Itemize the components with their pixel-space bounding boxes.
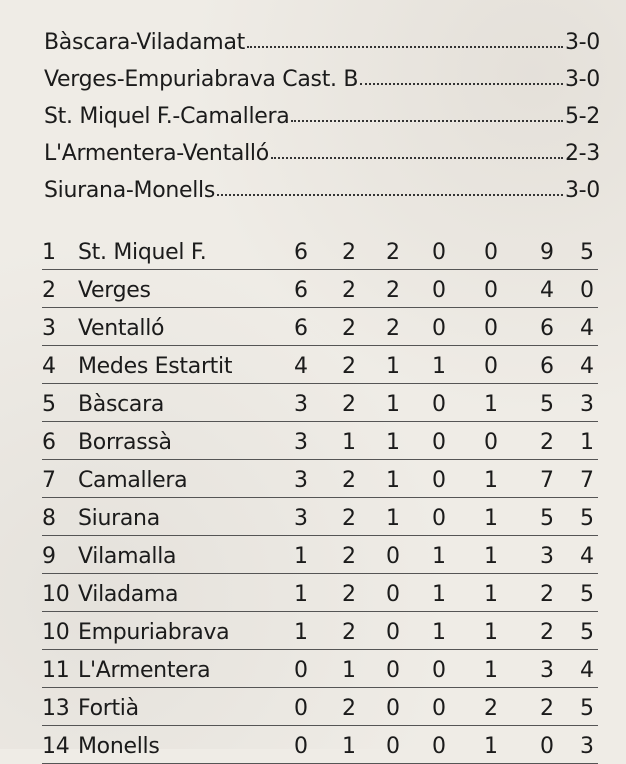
stat-cell: 2 <box>342 278 356 303</box>
stat-cell: 1 <box>342 430 356 455</box>
stat-cell: 1 <box>432 582 446 607</box>
stat-cell: 1 <box>432 544 446 569</box>
standings-row <box>42 688 598 726</box>
stat-cell: 1 <box>484 658 498 683</box>
match-score: 3-0 <box>564 30 600 55</box>
stat-cell: 5 <box>580 506 594 531</box>
stat-cell: 2 <box>342 506 356 531</box>
dotted-leader <box>247 45 563 48</box>
team-name: St. Miquel F. <box>78 240 207 265</box>
stat-cell: 3 <box>580 734 594 759</box>
stat-cell: 1 <box>342 658 356 683</box>
standings-row <box>42 308 598 346</box>
stat-cell: 3 <box>540 544 554 569</box>
match-score: 2-3 <box>564 141 600 166</box>
team-name: Viladama <box>78 582 179 607</box>
stat-cell: 2 <box>342 392 356 417</box>
rank: 14 <box>42 734 70 759</box>
stat-cell: 2 <box>540 696 554 721</box>
result-row <box>44 92 600 129</box>
match-score: 3-0 <box>564 178 600 203</box>
stat-cell: 1 <box>580 430 594 455</box>
stat-cell: 0 <box>484 354 498 379</box>
stat-cell: 1 <box>432 620 446 645</box>
dotted-leader <box>291 119 563 122</box>
stat-cell: 2 <box>386 278 400 303</box>
stat-cell: 0 <box>432 696 446 721</box>
standings-row <box>42 346 598 384</box>
rank: 3 <box>42 316 56 341</box>
stat-cell: 0 <box>432 506 446 531</box>
stat-cell: 2 <box>540 430 554 455</box>
stat-cell: 2 <box>386 240 400 265</box>
stat-cell: 1 <box>484 582 498 607</box>
rank: 7 <box>42 468 56 493</box>
stat-cell: 0 <box>432 734 446 759</box>
stat-cell: 1 <box>484 734 498 759</box>
match-results <box>44 18 600 203</box>
stat-cell: 1 <box>386 468 400 493</box>
rank: 10 <box>42 582 70 607</box>
stat-cell: 1 <box>386 430 400 455</box>
standings-row <box>42 270 598 308</box>
stat-cell: 0 <box>484 240 498 265</box>
stat-cell: 2 <box>484 696 498 721</box>
stat-cell: 0 <box>294 658 308 683</box>
standings-row <box>42 384 598 422</box>
standings-row <box>42 726 598 764</box>
rank: 1 <box>42 240 56 265</box>
stat-cell: 5 <box>580 240 594 265</box>
stat-cell: 0 <box>386 582 400 607</box>
rank: 6 <box>42 430 56 455</box>
stat-cell: 3 <box>294 392 308 417</box>
dotted-leader <box>217 193 563 196</box>
stat-cell: 6 <box>294 316 308 341</box>
stat-cell: 1 <box>294 582 308 607</box>
stat-cell: 1 <box>484 620 498 645</box>
match-score: 5-2 <box>564 104 600 129</box>
stat-cell: 0 <box>386 696 400 721</box>
stat-cell: 1 <box>484 468 498 493</box>
stat-cell: 6 <box>540 354 554 379</box>
stat-cell: 0 <box>432 430 446 455</box>
standings-row <box>42 650 598 688</box>
standings-row <box>42 232 598 270</box>
stat-cell: 5 <box>580 696 594 721</box>
dotted-leader <box>360 82 563 85</box>
team-name: Bàscara <box>78 392 165 417</box>
stat-cell: 0 <box>484 430 498 455</box>
stat-cell: 3 <box>540 658 554 683</box>
rank: 9 <box>42 544 56 569</box>
stat-cell: 6 <box>294 240 308 265</box>
stat-cell: 0 <box>432 468 446 493</box>
stat-cell: 2 <box>342 468 356 493</box>
stat-cell: 4 <box>580 544 594 569</box>
stat-cell: 0 <box>386 734 400 759</box>
stat-cell: 2 <box>540 620 554 645</box>
stat-cell: 5 <box>540 392 554 417</box>
stat-cell: 0 <box>386 658 400 683</box>
stat-cell: 3 <box>294 506 308 531</box>
rank: 4 <box>42 354 56 379</box>
stat-cell: 0 <box>432 240 446 265</box>
stat-cell: 7 <box>540 468 554 493</box>
stat-cell: 0 <box>386 544 400 569</box>
stat-cell: 0 <box>432 316 446 341</box>
match-teams: Siurana-Monells <box>44 178 216 203</box>
team-name: Medes Estartit <box>78 354 233 379</box>
stat-cell: 4 <box>580 354 594 379</box>
stat-cell: 0 <box>484 316 498 341</box>
match-teams: St. Miquel F.-Camallera <box>44 104 290 129</box>
stat-cell: 1 <box>386 506 400 531</box>
rank: 10 <box>42 620 70 645</box>
team-name: Empuriabrava <box>78 620 230 645</box>
rank: 11 <box>42 658 70 683</box>
stat-cell: 0 <box>540 734 554 759</box>
team-name: Verges <box>78 278 151 303</box>
stat-cell: 2 <box>342 582 356 607</box>
stat-cell: 0 <box>294 734 308 759</box>
stat-cell: 4 <box>580 316 594 341</box>
stat-cell: 1 <box>294 620 308 645</box>
stat-cell: 2 <box>342 240 356 265</box>
team-name: Borrassà <box>78 430 172 455</box>
stat-cell: 1 <box>484 392 498 417</box>
stat-cell: 2 <box>386 316 400 341</box>
stat-cell: 0 <box>432 658 446 683</box>
stat-cell: 1 <box>432 354 446 379</box>
result-row <box>44 129 600 166</box>
standings-row <box>42 612 598 650</box>
standings-row <box>42 498 598 536</box>
match-score: 3-0 <box>564 67 600 92</box>
stat-cell: 4 <box>294 354 308 379</box>
team-name: Camallera <box>78 468 188 493</box>
match-teams: Verges-Empuriabrava Cast. B <box>44 67 359 92</box>
stat-cell: 4 <box>580 658 594 683</box>
stat-cell: 2 <box>342 544 356 569</box>
stat-cell: 2 <box>342 620 356 645</box>
stat-cell: 0 <box>432 392 446 417</box>
stat-cell: 1 <box>386 354 400 379</box>
result-row <box>44 166 600 203</box>
stat-cell: 2 <box>540 582 554 607</box>
team-name: Monells <box>78 734 160 759</box>
stat-cell: 6 <box>294 278 308 303</box>
stat-cell: 0 <box>386 620 400 645</box>
match-teams: Bàscara-Viladamat <box>44 30 245 55</box>
team-name: L'Armentera <box>78 658 211 683</box>
stat-cell: 0 <box>294 696 308 721</box>
stat-cell: 2 <box>342 316 356 341</box>
stat-cell: 0 <box>580 278 594 303</box>
stat-cell: 7 <box>580 468 594 493</box>
stat-cell: 1 <box>484 544 498 569</box>
rank: 13 <box>42 696 70 721</box>
stat-cell: 1 <box>294 544 308 569</box>
team-name: Fortià <box>78 696 139 721</box>
stat-cell: 0 <box>484 278 498 303</box>
standings-row <box>42 460 598 498</box>
team-name: Siurana <box>78 506 160 531</box>
dotted-leader <box>271 156 563 159</box>
team-name: Vilamalla <box>78 544 177 569</box>
league-standings-table <box>42 232 598 764</box>
result-row <box>44 55 600 92</box>
stat-cell: 2 <box>342 354 356 379</box>
stat-cell: 1 <box>386 392 400 417</box>
stat-cell: 1 <box>484 506 498 531</box>
stat-cell: 0 <box>432 278 446 303</box>
stat-cell: 5 <box>540 506 554 531</box>
rank: 8 <box>42 506 56 531</box>
result-row <box>44 18 600 55</box>
stat-cell: 1 <box>342 734 356 759</box>
standings-row <box>42 574 598 612</box>
team-name: Ventalló <box>78 316 165 341</box>
stat-cell: 5 <box>580 582 594 607</box>
stat-cell: 6 <box>540 316 554 341</box>
stat-cell: 3 <box>580 392 594 417</box>
standings-row <box>42 536 598 574</box>
stat-cell: 3 <box>294 468 308 493</box>
stat-cell: 3 <box>294 430 308 455</box>
rank: 5 <box>42 392 56 417</box>
standings-row <box>42 422 598 460</box>
stat-cell: 4 <box>540 278 554 303</box>
stat-cell: 5 <box>580 620 594 645</box>
stat-cell: 9 <box>540 240 554 265</box>
rank: 2 <box>42 278 56 303</box>
stat-cell: 2 <box>342 696 356 721</box>
match-teams: L'Armentera-Ventalló <box>44 141 269 166</box>
